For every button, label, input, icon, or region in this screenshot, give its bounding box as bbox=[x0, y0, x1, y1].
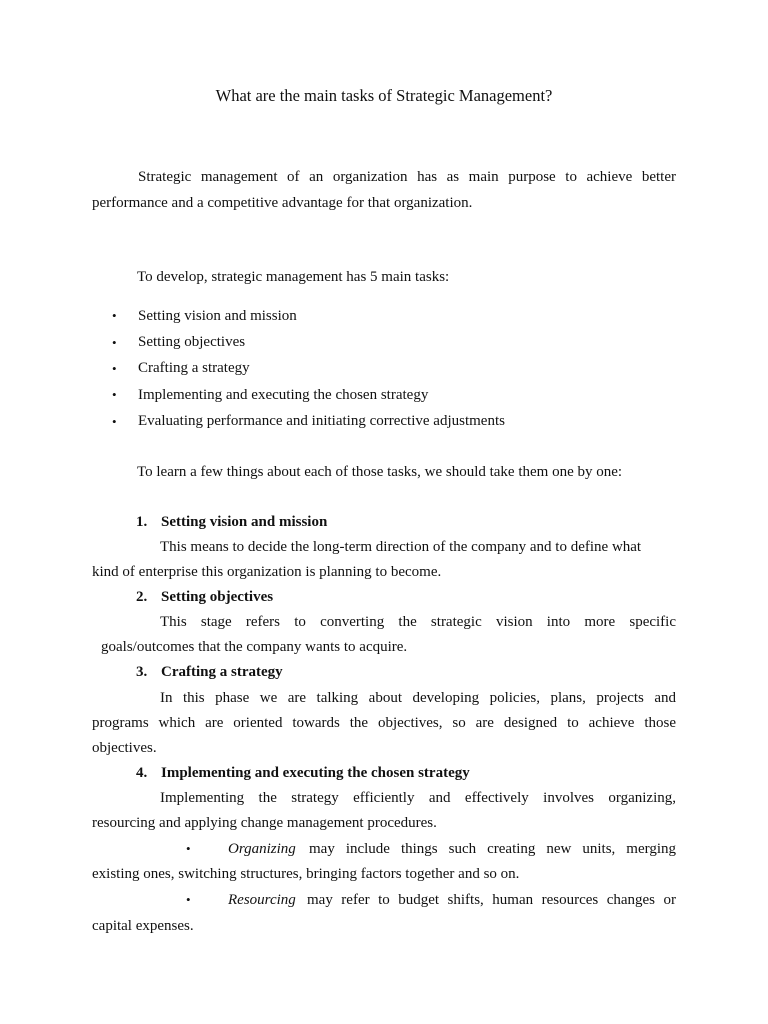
list-item: • Implementing and executing the chosen strategy bbox=[112, 386, 429, 403]
sub-bullet-organizing-line-2: existing ones, switching structures, bringing factors together and so on. bbox=[92, 866, 520, 882]
list-item: • Crafting a strategy bbox=[112, 360, 250, 377]
tasks-lead-text: To develop, strategic management has 5 main tasks: bbox=[137, 269, 450, 285]
list-item: • Evaluating performance and initiating corrective adjustments bbox=[112, 413, 505, 430]
bullet-icon: • bbox=[112, 413, 117, 429]
section-heading-1: 1. Setting vision and mission bbox=[136, 514, 328, 530]
section-1-line-2: kind of enterprise this organization is planning to become. bbox=[92, 564, 442, 580]
section-3-line-3: objectives. bbox=[92, 740, 157, 756]
bullet-icon: • bbox=[112, 308, 117, 324]
bullet-icon: • bbox=[112, 334, 117, 350]
bullet-icon: • bbox=[186, 892, 191, 907]
list-item: • Setting vision and mission bbox=[112, 307, 297, 324]
sub-bullet-resourcing-line-1: may refer to budget shifts, human resources changes or bbox=[307, 892, 676, 908]
sub-bullet-term-resourcing: Resourcing bbox=[228, 892, 296, 908]
learn-lead-text: To learn a few things about each of those tasks, we should take them one by one: bbox=[137, 464, 623, 480]
bullet-icon: • bbox=[112, 387, 117, 403]
intro-paragraph: Strategic management of an organization has as main purpose to achieve better performance and a competitive advantage for that organization. bbox=[92, 169, 676, 211]
section-2-line-2: goals/outcomes that the company wants to acquire. bbox=[101, 639, 408, 655]
section-4-line-2: resourcing and applying change management procedures. bbox=[92, 815, 437, 831]
sub-bullet-resourcing-line-2: capital expenses. bbox=[92, 918, 194, 934]
list-item: • Setting objectives bbox=[112, 334, 246, 351]
bullet-icon: • bbox=[112, 360, 117, 376]
sub-bullet-term-organizing: Organizing bbox=[228, 841, 296, 857]
section-2-line-1: This stage refers to converting the strategic vision into more specific bbox=[160, 614, 676, 630]
section-4-line-1: Implementing the strategy efficiently and effectively involves organizing, bbox=[160, 790, 676, 806]
section-1-line-1: This means to decide the long-term direction of the company and to define what bbox=[160, 539, 642, 555]
bullet-icon: • bbox=[186, 841, 191, 856]
section-heading-4: 4. Implementing and executing the chosen strategy bbox=[136, 765, 470, 781]
tasks-list bbox=[112, 303, 505, 435]
section-heading-3: 3. Crafting a strategy bbox=[136, 664, 283, 680]
section-heading-2: 2. Setting objectives bbox=[136, 589, 274, 605]
section-3-line-2: programs which are oriented towards the objectives, so are designed to achieve those bbox=[92, 715, 676, 731]
document-title: What are the main tasks of Strategic Management? bbox=[215, 86, 553, 105]
sub-bullet-organizing-line-1: may include things such creating new units, merging bbox=[309, 841, 676, 857]
section-3-line-1: In this phase we are talking about developing policies, plans, projects and bbox=[160, 690, 676, 706]
